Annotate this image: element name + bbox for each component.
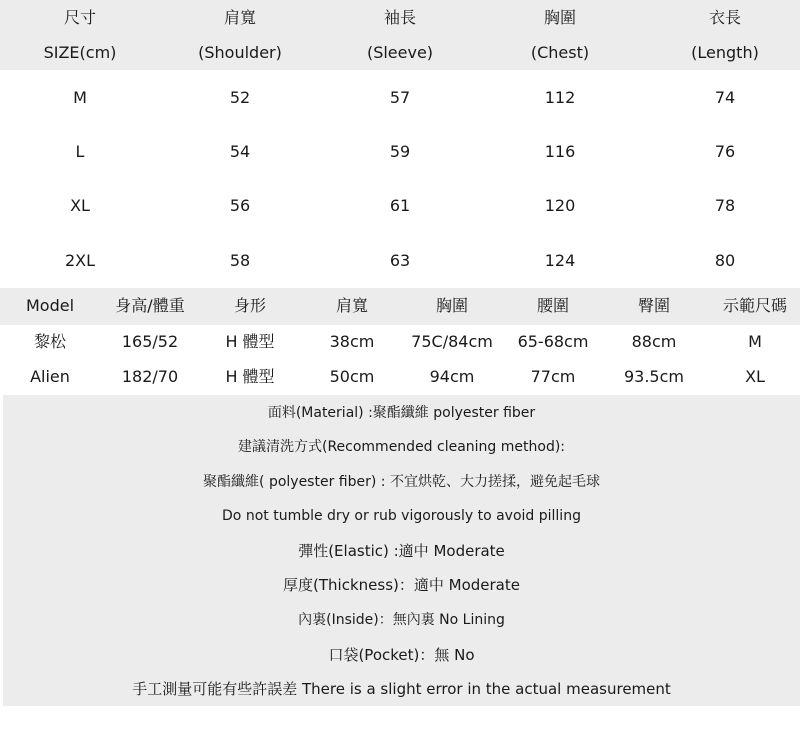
length-value: 74 (714, 88, 736, 107)
thickness-note: 厚度(Thickness)：適中 Moderate (283, 576, 520, 594)
model-table-body (0, 325, 800, 395)
length-value: 80 (714, 251, 736, 270)
length-value: 76 (714, 142, 736, 161)
model-bust: 75C/84cm (411, 332, 493, 351)
model-shoulder: 50cm (329, 367, 375, 386)
table-row (0, 326, 800, 358)
material-note: 面料(Material) :聚酯纖維 polyester fiber (267, 405, 536, 421)
header-model: Model (25, 296, 75, 315)
header-shoulder-en: (Shoulder) (198, 43, 282, 62)
header-length-en: (Length) (691, 43, 759, 62)
header-height-weight: 身高/體重 (115, 296, 185, 315)
size-label: 2XL (64, 251, 96, 270)
table-row (0, 361, 800, 393)
size-table-body (0, 70, 800, 288)
header-sleeve-en: (Sleeve) (366, 43, 434, 62)
model-sample-size: M (748, 332, 762, 351)
chest-value: 124 (544, 251, 576, 270)
model-waist: 65-68cm (517, 332, 589, 351)
model-shoulder: 38cm (329, 332, 375, 351)
shoulder-value: 56 (229, 196, 251, 215)
model-body-shape: H 體型 (225, 367, 275, 386)
table-row (0, 245, 800, 277)
header-sleeve-zh: 袖長 (383, 8, 416, 27)
sleeve-value: 61 (389, 196, 411, 215)
measurement-error-note: 手工測量可能有些許誤差 There is a slight error in the actual measurement (132, 680, 671, 698)
table-row (0, 136, 800, 168)
table-row (0, 190, 800, 222)
shoulder-value: 52 (229, 88, 251, 107)
model-hip: 88cm (631, 332, 677, 351)
header-chest-en: (Chest) (530, 43, 590, 62)
chest-value: 112 (544, 88, 576, 107)
size-label: L (75, 142, 85, 161)
header-bust: 胸圍 (435, 296, 468, 315)
cleaning-zh-note: 聚酯纖維( polyester fiber) : 不宜烘乾、大力搓揉，避免起毛球 (203, 474, 600, 490)
header-shoulder: 肩寬 (335, 296, 368, 315)
size-table-header (0, 0, 800, 70)
header-chest-zh: 胸圍 (543, 8, 576, 27)
model-body-shape: H 體型 (225, 332, 275, 351)
sleeve-value: 59 (389, 142, 411, 161)
model-name: Alien (30, 367, 70, 386)
table-row (0, 82, 800, 114)
size-header-row-zh (0, 2, 800, 34)
header-waist: 腰圍 (536, 296, 569, 315)
model-sample-size: XL (745, 367, 765, 386)
header-sample-size: 示範尺碼 (722, 296, 787, 315)
header-body-shape: 身形 (233, 296, 266, 315)
header-size-zh: 尺寸 (63, 8, 96, 27)
cleaning-en-note: Do not tumble dry or rub vigorously to avoid pilling (222, 508, 581, 524)
care-notes-panel (3, 395, 800, 706)
inside-note: 內裏(Inside)：無內裏 No Lining (298, 612, 505, 628)
header-length-zh: 衣長 (708, 8, 741, 27)
header-size-en: SIZE(cm) (43, 43, 117, 62)
elastic-note: 彈性(Elastic) :適中 Moderate (298, 542, 505, 560)
model-hip: 93.5cm (623, 367, 684, 386)
header-hip: 臀圍 (637, 296, 670, 315)
model-height-weight: 165/52 (121, 332, 179, 351)
length-value: 78 (714, 196, 736, 215)
shoulder-value: 58 (229, 251, 251, 270)
pocket-note: 口袋(Pocket)：無 No (328, 646, 475, 664)
sleeve-value: 63 (389, 251, 411, 270)
cleaning-title: 建議清洗方式(Recommended cleaning method): (237, 439, 566, 455)
sleeve-value: 57 (389, 88, 411, 107)
shoulder-value: 54 (229, 142, 251, 161)
chest-value: 120 (544, 196, 576, 215)
model-bust: 94cm (429, 367, 475, 386)
header-shoulder-zh: 肩寬 (223, 8, 256, 27)
model-table-header (0, 288, 800, 325)
model-height-weight: 182/70 (121, 367, 179, 386)
size-label: M (73, 88, 87, 107)
model-waist: 77cm (530, 367, 576, 386)
size-label: XL (70, 196, 90, 215)
model-header-row (0, 290, 800, 322)
model-name: 黎松 (33, 332, 66, 351)
chest-value: 116 (544, 142, 576, 161)
size-header-row-en (0, 37, 800, 69)
